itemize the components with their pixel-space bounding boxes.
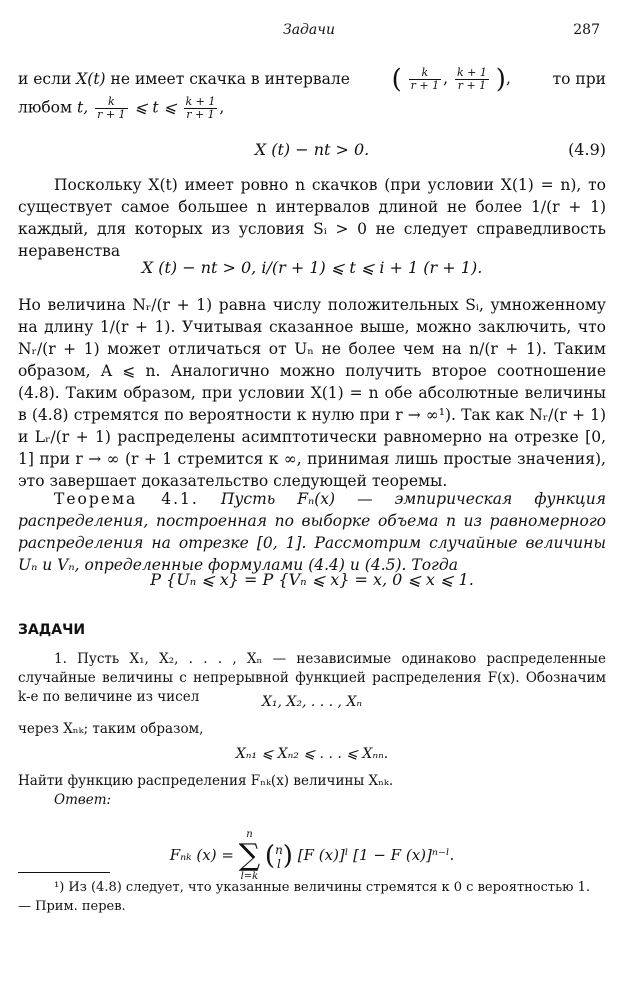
paragraph-2: Поскольку X(t) имеет ровно n скачков (при условии X(1) = n), то существует самое большее n интервалов длиной не более 1/(r + 1) каждый, для которых из условия Sᵢ > 0 не следует справедливость неравенства: [18, 176, 606, 260]
problem-1-via: через Xₙₖ; таким образом,: [18, 721, 204, 737]
equation-2: X (t) − nt > 0, i/(r + 1) ⩽ t ⩽ i + 1 (r + 1).: [141, 258, 483, 277]
fraction-2: $\frac{k + 1}{r + 1}$: [456, 65, 487, 92]
theorem-equation: P {Uₙ ⩽ x} = P {Vₙ ⩽ x} = x, 0 ⩽ x ⩽ 1.: [150, 570, 474, 589]
running-header: [18, 22, 600, 42]
footnote: ¹) Из (4.8) следует, что указанные величины стремятся к 0 с вероятностью 1. — Прим. перев.: [18, 880, 591, 914]
answer-formula: [18, 828, 606, 884]
answer-lhs: Fₙₖ (x) =: [169, 846, 234, 864]
problem-1-find: Найти функцию распределения Fₙₖ(x) величины Xₙₖ.: [18, 773, 394, 789]
problem-1-text: 1. Пусть X₁, X₂, . . . , Xₙ — независимые одинаково распределенные случайные величины с непрерывной функцией распределения F(x). Обозначим k-е по величине из чисел: [18, 651, 606, 705]
theorem-text: Пусть Fₙ(x) — эмпирическая функция распределения, построенная по выборке объема n из равномерного распределения на отрезке [0, 1]. Рассмотрим случайные величины Uₙ и Vₙ, определенные формулами (4.4) и (4.5). Тогда: [18, 490, 606, 574]
paragraph-3: Но величина Nᵣ/(r + 1) равна числу положительных Sᵢ, умноженному на длину 1/(r + 1). Учитывая сказанное выше, можно заключить, что Nᵣ/(r + 1) может отличаться от Uₙ не более чем на n/(r + 1). Таким образом, A ⩽ n. Аналогично можно получить второе соотношение (4.8). Таким образом, при условии X(1) = n обе абсолютные величины в (4.8) стремятся по вероятности к нулю при r → ∞¹). Так как Nᵣ/(r + 1) и Lᵣ/(r + 1) распределены асимптотически равномерно на отрезке [0, 1] при r → ∞ (r + 1 стремится к ∞, принимая лишь простые значения), это завершает доказательство следующей теоремы.: [18, 296, 606, 490]
page-number: 287: [573, 22, 600, 38]
answer-label: Ответ:: [54, 792, 112, 808]
para1: и если X(t) не имеет скачка в интервале ( $\frac{k}{r + 1}$ , $\frac{k + 1}{r + 1}$ ), то при любом t, $\frac{k}{r + 1}$ ⩽ t ⩽ $\frac{k + 1}{r + 1}$ ,: [18, 64, 606, 121]
equation-number: (4.9): [568, 140, 606, 159]
inequality: ⩽ t ⩽: [134, 98, 177, 117]
theorem-4-1: [18, 488, 606, 576]
para1-math-t: t,: [77, 98, 89, 117]
para1-text-e: любом: [18, 98, 73, 117]
binomial: ( n l ): [264, 841, 293, 871]
running-title: Задачи: [282, 22, 335, 38]
section-title: ЗАДАЧИ: [18, 622, 86, 638]
equation-4-9: [18, 140, 606, 159]
theorem-label: Теорема 4.1.: [54, 490, 199, 508]
para1-math-x: X(t): [76, 70, 106, 88]
answer-rhs: [F (x)]ˡ [1 − F (x)]ⁿ⁻ˡ.: [297, 846, 455, 864]
interval-expression: ( $\frac{k}{r + 1}$ , $\frac{k + 1}{r + 1}$ ),: [391, 64, 511, 94]
fraction-4: $\frac{k + 1}{r + 1}$: [185, 95, 216, 121]
footnote-rule: [18, 872, 110, 873]
para1-text-d: то при: [552, 70, 606, 88]
fraction-1: $\frac{k}{r + 1}$: [410, 65, 440, 92]
equation-4-9-text: X (t) − nt > 0.: [254, 140, 370, 159]
sum-symbol: n ∑ l=k: [238, 829, 261, 882]
fraction-3: $\frac{k}{r + 1}$: [97, 95, 126, 121]
order-statistics: Xₙ₁ ⩽ Xₙ₂ ⩽ . . . ⩽ Xₙₙ.: [235, 746, 389, 762]
sequence: X₁, X₂, . . . , Xₙ: [261, 694, 363, 710]
para1-text-c: не имеет скачка в интервале: [110, 70, 350, 88]
para1-text-a: и если: [18, 70, 72, 88]
